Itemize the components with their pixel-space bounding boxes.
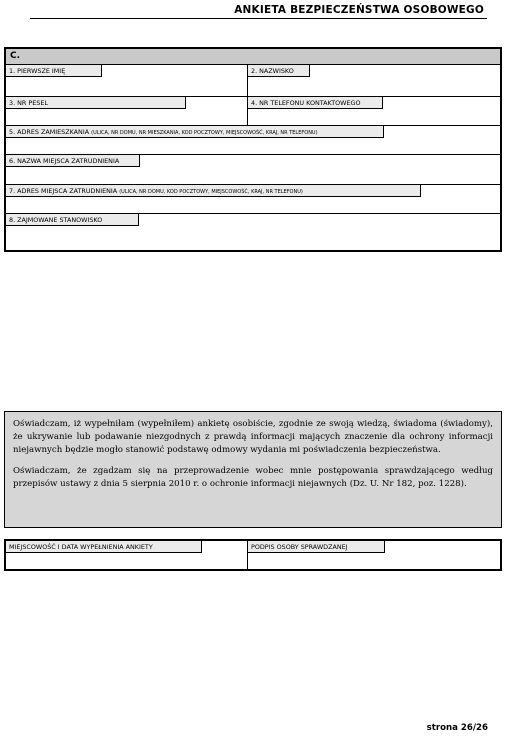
pesel-field[interactable]: [6, 97, 247, 125]
pesel-label: 3. NR PESEL: [6, 97, 186, 109]
position-field[interactable]: [6, 214, 500, 251]
employer-address-hint: (ULICA, NR DOMU, KOD POCZTOWY, MIEJSCOWOŚĆ, KRAJ, NR TELEFONU): [119, 189, 303, 195]
first-name-label: 1. PIERWSZE IMIĘ: [6, 65, 102, 77]
signature-label: PODPIS OSOBY SPRAWDZANEJ: [248, 541, 385, 553]
employer-label: 6. NAZWA MIEJSCA ZATRUDNIENIA: [6, 155, 140, 167]
surname-field[interactable]: [247, 65, 500, 96]
employer-field[interactable]: [6, 155, 500, 184]
place-date-label: MIEJSCOWOŚĆ I DATA WYPEŁNIENIA ANKIETY: [6, 541, 202, 553]
header-divider: [30, 18, 487, 19]
form-row-employer: [6, 155, 500, 185]
form-row-name: [6, 65, 500, 97]
signature-row: [4, 539, 502, 571]
form-row-employer-address: [6, 185, 500, 214]
declaration-box: [4, 411, 502, 528]
address-label-text: 5. ADRES ZAMIESZKANIA: [9, 128, 90, 136]
form-row-ids: [6, 97, 500, 126]
form-row-position: [6, 214, 500, 251]
section-letter: C.: [6, 49, 500, 65]
employer-address-label-text: 7. ADRES MIEJSCA ZATRUDNIENIA: [9, 187, 118, 195]
section-c: [4, 47, 502, 252]
place-date-field[interactable]: [6, 541, 247, 569]
first-name-field[interactable]: [6, 65, 247, 96]
phone-field[interactable]: [247, 97, 500, 125]
declaration-paragraph-1: Oświadczam, iż wypełniłam (wypełniłem) ankietę osobiście, zgodnie ze swoją wiedzą, świadoma (świadomy), że ukrywanie lub podawanie niezgodnych z prawdą informacji mających znaczenie dla ochrony informacji niejawnych będzie mogło stanowić podstawę odmowy wydania mi poświadczenia bezpieczeństwa.: [13, 419, 493, 455]
employer-address-field[interactable]: [6, 185, 500, 213]
declaration-paragraph-2: Oświadczam, że zgadzam się na przeprowadzenie wobec mnie postępowania sprawdzającego według przepisów ustawy z dnia 5 sierpnia 2010 r. o ochronie informacji niejawnych (Dz. U. Nr 182, poz. 1228).: [13, 466, 493, 489]
employer-address-label: [6, 185, 421, 197]
form-row-address: [6, 126, 500, 155]
phone-label: 4. NR TELEFONU KONTAKTOWEGO: [248, 97, 383, 109]
address-hint: (ULICA, NR DOMU, NR MIESZKANIA, KOD POCZTOWY, MIEJSCOWOŚĆ, KRAJ, NR TELEFONU): [91, 130, 318, 136]
address-label: [6, 126, 384, 138]
address-field[interactable]: [6, 126, 500, 154]
position-label: 8. ZAJMOWANE STANOWISKO: [6, 214, 139, 226]
page-title: ANKIETA BEZPIECZEŃSTWA OSOBOWEGO: [234, 4, 484, 16]
signature-field[interactable]: [247, 541, 500, 569]
page-number: strona 26/26: [426, 723, 488, 733]
surname-label: 2. NAZWISKO: [248, 65, 310, 77]
